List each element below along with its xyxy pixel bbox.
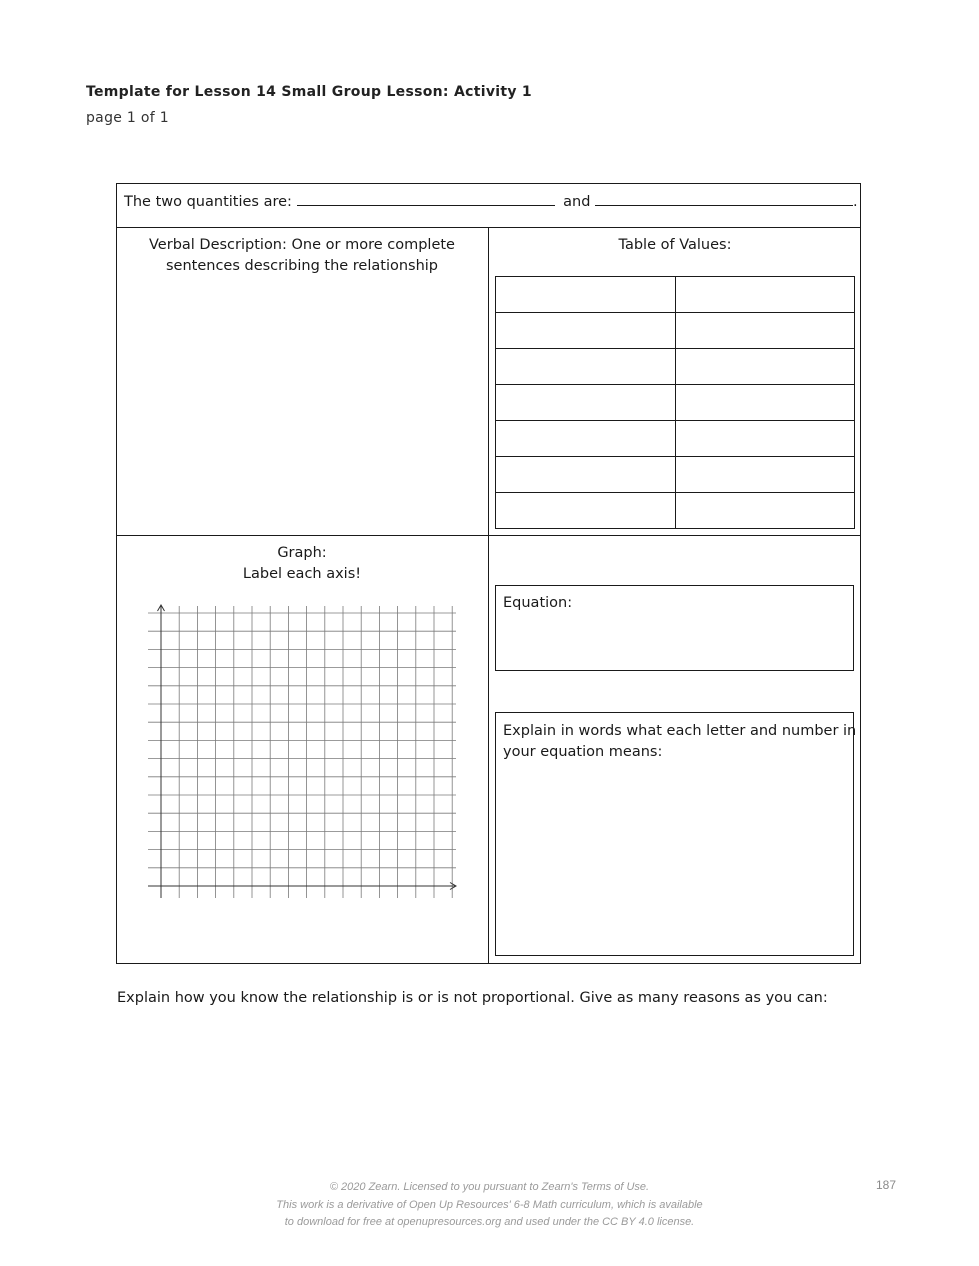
divider-vertical bbox=[488, 227, 489, 964]
table-of-values-cell[interactable] bbox=[495, 420, 676, 457]
explain-equation-prompt bbox=[503, 721, 857, 763]
table-of-values-cell[interactable] bbox=[675, 276, 856, 313]
page-title: Template for Lesson 14 Small Group Lesson: Activity 1 bbox=[86, 84, 532, 100]
table-of-values bbox=[495, 276, 854, 528]
equation-label: Equation: bbox=[503, 595, 573, 611]
verbal-description-line2: sentences describing the relationship bbox=[165, 258, 439, 274]
table-of-values-title: Table of Values: bbox=[618, 237, 732, 253]
quantities-row bbox=[124, 191, 858, 213]
quantities-prefix: The two quantities are: bbox=[124, 194, 292, 210]
table-of-values-cell[interactable] bbox=[675, 456, 856, 493]
page-number: 187 bbox=[876, 1178, 897, 1192]
table-of-values-cell[interactable] bbox=[675, 492, 856, 529]
table-of-values-cell[interactable] bbox=[495, 276, 676, 313]
footer-line2: This work is a derivative of Open Up Resources' 6-8 Math curriculum, which is available bbox=[276, 1198, 703, 1211]
table-of-values-cell[interactable] bbox=[675, 420, 856, 457]
graph-heading bbox=[116, 543, 488, 585]
table-of-values-cell[interactable] bbox=[495, 492, 676, 529]
footer-line3: to download for free at openupresources.org and used under the CC BY 4.0 license. bbox=[284, 1216, 695, 1228]
proportional-answer-area[interactable] bbox=[117, 1015, 861, 1155]
table-of-values-cell[interactable] bbox=[675, 348, 856, 385]
table-of-values-cell[interactable] bbox=[495, 312, 676, 349]
table-of-values-cell[interactable] bbox=[495, 384, 676, 421]
explain-equation-line1: Explain in words what each letter and number in bbox=[503, 723, 857, 739]
explain-equation-line2: your equation means: bbox=[503, 744, 663, 760]
table-of-values-cell[interactable] bbox=[675, 312, 856, 349]
graph-instruction: Label each axis! bbox=[242, 566, 362, 582]
quantity-two-blank[interactable] bbox=[595, 191, 853, 206]
verbal-description-line1: Verbal Description: One or more complete bbox=[149, 237, 455, 253]
graph-title: Graph: bbox=[277, 545, 327, 561]
table-of-values-cell[interactable] bbox=[495, 456, 676, 493]
footer-license bbox=[0, 1179, 979, 1232]
table-of-values-cell[interactable] bbox=[675, 384, 856, 421]
quantities-connector: and bbox=[563, 194, 591, 210]
coordinate-grid[interactable] bbox=[146, 602, 460, 900]
quantity-one-blank[interactable] bbox=[297, 191, 555, 206]
proportional-prompt: Explain how you know the relationship is or is not proportional. Give as many reasons as you can: bbox=[117, 990, 828, 1006]
table-of-values-cell[interactable] bbox=[495, 348, 676, 385]
footer-line1: © 2020 Zearn. Licensed to you pursuant to Zearn's Terms of Use. bbox=[329, 1181, 650, 1193]
quantities-suffix: . bbox=[853, 194, 858, 210]
verbal-description-area[interactable] bbox=[122, 282, 482, 528]
page-indicator: page 1 of 1 bbox=[86, 110, 169, 126]
verbal-description-heading bbox=[116, 235, 488, 277]
